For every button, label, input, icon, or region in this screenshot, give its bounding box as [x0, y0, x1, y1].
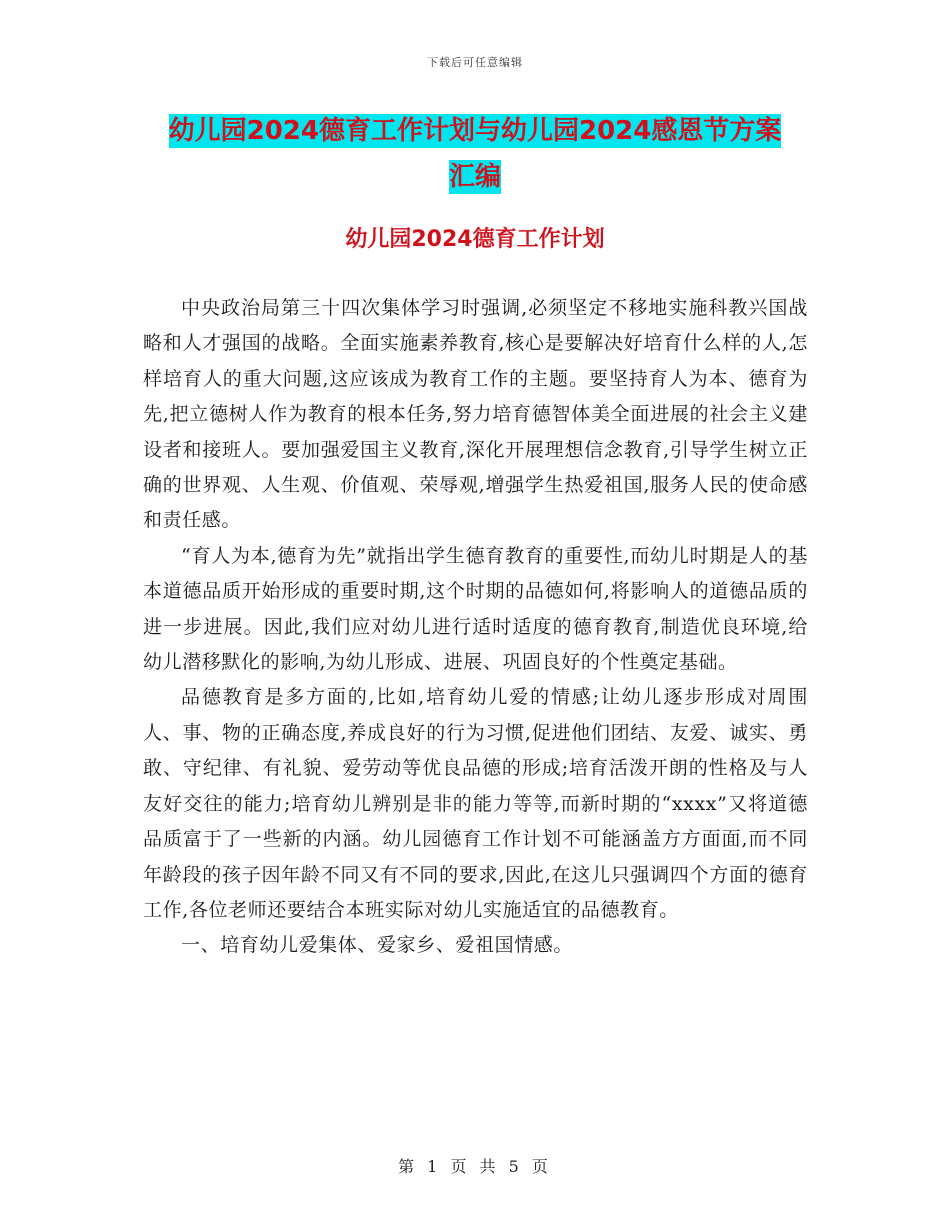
- document-body: [143, 291, 808, 964]
- section-title: 幼儿园2024德育工作计划: [345, 227, 605, 252]
- paragraph: 一、培育幼儿爱集体、爱家乡、爱祖国情感。: [181, 934, 574, 957]
- header-note: 下载后可任意编辑: [427, 56, 523, 69]
- paragraph: “育人为本,德育为先”就指出学生德育教育的重要性,而幼儿时期是人的基本道德品质开始形成的重要时期,这个时期的品德如何,将影响人的道德品质的进一步进展。因此,我们应对幼儿进行适时适度的德育教育,制造优良环境,给幼儿潜移默化的影响,为幼儿形成、进展、巩固良好的个性奠定基础。: [143, 544, 808, 674]
- paragraph: 中央政治局第三十四次集体学习时强调,必须坚定不移地实施科教兴国战略和人才强国的战略。全面实施素养教育,核心是要解决好培育什么样的人,怎样培育人的重大问题,这应该成为教育工作的主题。要坚持育人为本、德育为先,把立德树人作为教育的根本任务,努力培育德智体美全面进展的社会主义建设者和接班人。要加强爱国主义教育,深化开展理想信念教育,引导学生树立正确的世界观、人生观、价值观、荣辱观,增强学生热爱祖国,服务人民的使命感和责任感。: [143, 297, 808, 532]
- paragraph: 品德教育是多方面的,比如,培育幼儿爱的情感;让幼儿逐步形成对周围人、事、物的正确态度,养成良好的行为习惯,促进他们团结、友爱、诚实、勇敢、守纪律、有礼貌、爱劳动等优良品德的形成;培育活泼开朗的性格及与人友好交往的能力;培育幼儿辨别是非的能力等等,而新时期的“xxxx”又将道德品质富于了一些新的内涵。幼儿园德育工作计划不可能涵盖方方面面,而不同年龄段的孩子因年龄不同又有不同的要求,因此,在这儿只强调四个方面的德育工作,各位老师还要结合本班实际对幼儿实施适宜的品德教育。: [143, 686, 808, 921]
- document-title-line-2: 汇编: [448, 162, 501, 192]
- document-title: [150, 108, 800, 200]
- document-title-line-1: 幼儿园2024德育工作计划与幼儿园2024感恩节方案: [168, 116, 782, 146]
- page-footer: 第 1 页 共 5 页: [398, 1157, 552, 1176]
